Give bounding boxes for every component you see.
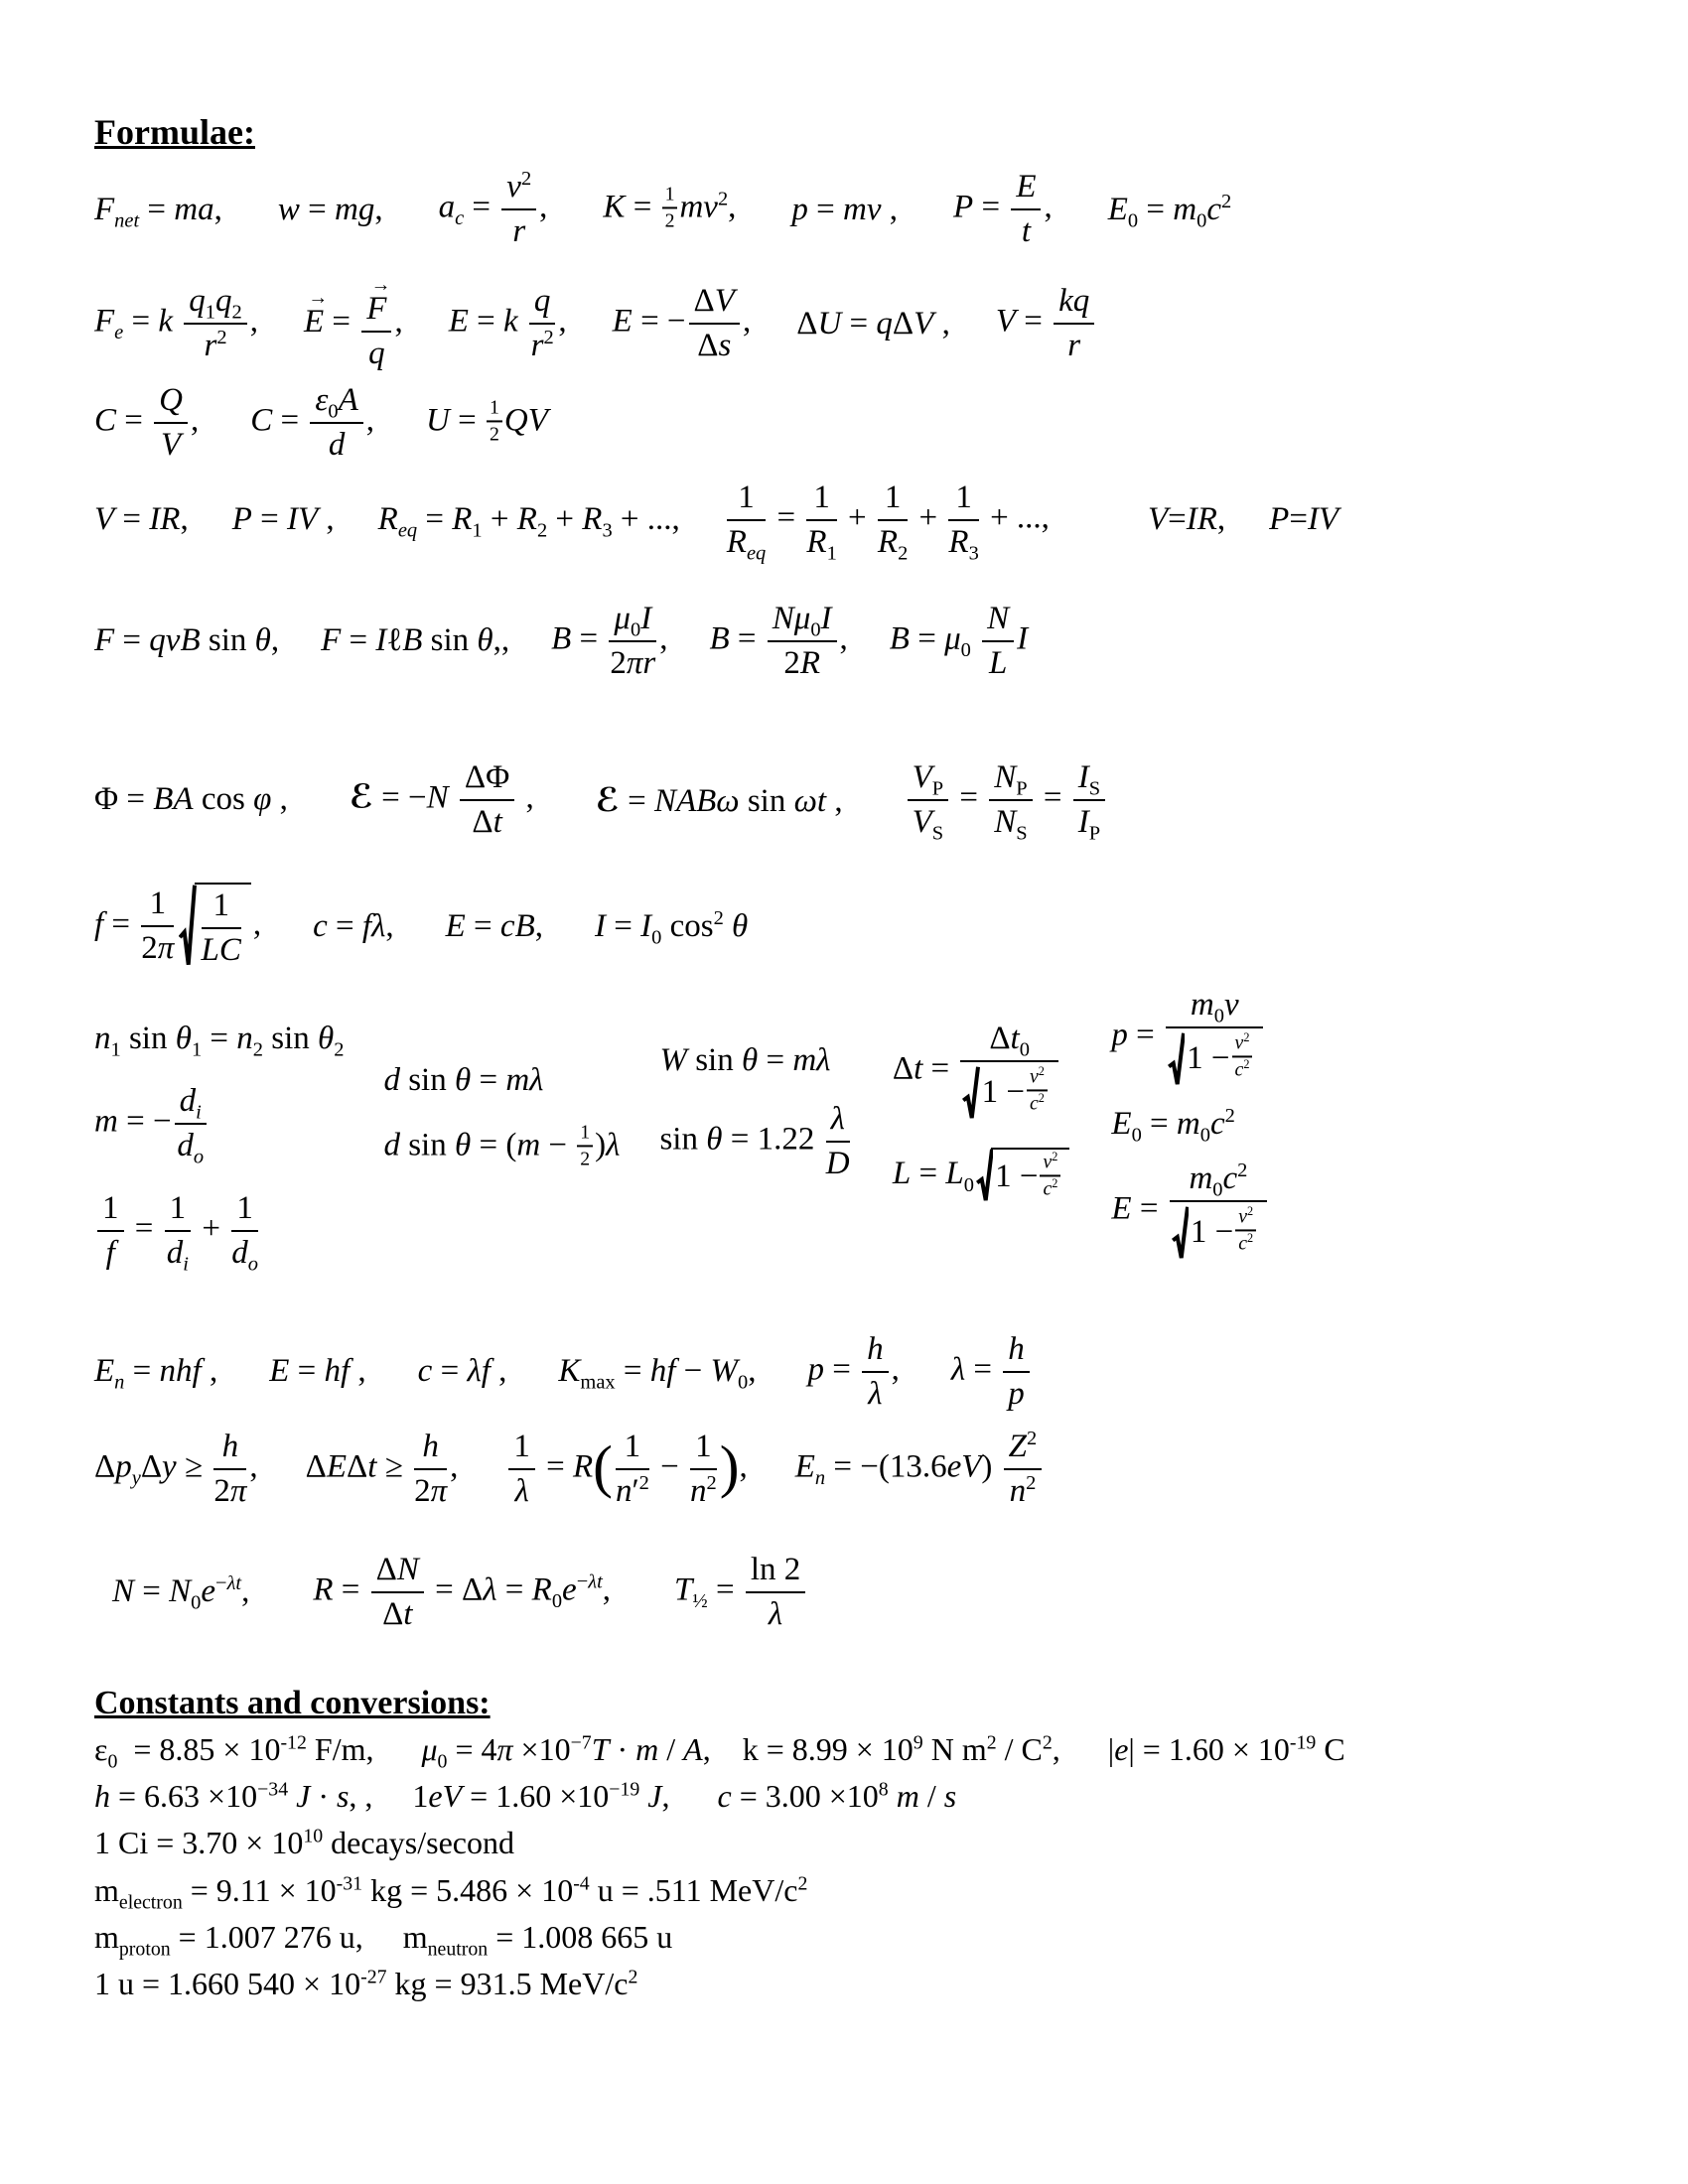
formula: $E_n = -(13.6eV)$ $\frac{Z^2}{n^2}$ (795, 1429, 1046, 1510)
formula: P = $\frac{E}{t}$ , (953, 169, 1053, 249)
optics-column-lenses (94, 1020, 345, 1276)
formula: ℰ = NABω sin ωt , (595, 779, 843, 819)
formula: ΔU = qΔV , (796, 305, 950, 341)
formula: E = hf , (269, 1353, 366, 1390)
formula: C = $\frac{Q}{V}$ , (94, 381, 200, 463)
formula: $a_c$ = $\frac{v^2}{r}$ , (438, 168, 548, 249)
relativity-column-time-length (893, 1021, 1072, 1204)
formula: m = − $\frac{d_i}{d_o}$ (94, 1083, 210, 1164)
formula: V = $\frac{kq}{r}$ (996, 283, 1097, 364)
formula: d sin θ = (m − $\frac{1}{2}$ )λ (383, 1120, 621, 1169)
optics-column-diffraction (383, 1062, 620, 1172)
formula: $E_n$ = nhf , (94, 1353, 218, 1394)
formula: $K_{max}$ = hf − $W_0$, (558, 1353, 757, 1394)
formula: U = $\frac{1}{2}$ QV (426, 395, 548, 445)
formula: 1 $R_{eq}$ = $\frac{1}{R_1}$ + $\frac{1}{R_2}$ + $\frac{1}{R_3}$ + ..., (726, 478, 1050, 565)
optics-column-resolution (659, 1042, 852, 1182)
constants-list (94, 1726, 1604, 2008)
formula: Φ = BA cos φ , (94, 781, 288, 818)
formula: $\varepsilon_0 = 8.85 \times 10^{-12}$ F/m, $\mu_0 = 4\pi \times 10^{-7}T \cdot m / A$, $k = 8.99 \times 10^9$ N $m^2 / C^2$, $|e| = 1.60 \times 10^{-19}$ C (94, 1730, 1345, 1772)
formula: K = $\frac{1}{2}$ $mv^2$, (603, 183, 737, 232)
formula: $E_0 = m_0c^2$ (1111, 1104, 1235, 1147)
formula: λ = $\frac{h}{p}$ (951, 1331, 1033, 1413)
formula: $I = I_0$ $\cos^2 \theta$ (594, 906, 749, 949)
formula: p = $\frac{h}{\lambda}$ , (807, 1330, 900, 1412)
constants-heading: Constants and conversions: (94, 1684, 491, 1721)
circuits-formula-row (94, 478, 1604, 565)
induction-formula-row (94, 758, 1604, 845)
formula: $F_e = k$ $\frac{q_1q_2}{r^2}$ , (94, 283, 258, 364)
formula: V=IR, (1147, 501, 1226, 538)
formula: C = $\frac{\varepsilon_0A}{d}$ , (250, 381, 375, 463)
formula: F = qvB sin θ, (94, 622, 280, 659)
formula: Δt = $\Delta t_0$ 1 − $v^2$ $c^2$ (893, 1021, 1061, 1122)
formula: $m_{proton} = 1.007$ 276 u, $m_{neutron} = 1.008$ 665 u (94, 1918, 673, 1961)
relativity-column-momentum-energy (1111, 987, 1270, 1262)
formula: p = mv , (791, 191, 899, 227)
formula: B = $\frac{\mu_0I}{2\pi r}$ , (551, 600, 668, 681)
formula: R = $\frac{\Delta N}{\Delta t}$ = $\Delta\lambda = R_0e^{-\lambda t}$, (313, 1551, 612, 1632)
formula: ΔEΔt ≥ $\frac{h}{2\pi}$ , (305, 1428, 459, 1509)
formula: E = k $\frac{q}{r^2}$ , (448, 283, 567, 364)
formula: $E_0 = m_0c^2$ (1107, 190, 1232, 232)
formula: $\Delta p_y\Delta y$ ≥ $\frac{h}{2\pi}$ , (94, 1428, 258, 1509)
mechanics-formula-row (94, 169, 1604, 250)
formula: F = IℓB sin θ,, (321, 622, 510, 659)
formula: w = mg, (277, 191, 383, 227)
formula: E = $m_0c^2$ 1 − $v^2$ $c^2$ (1111, 1160, 1270, 1262)
optics-relativity-block (94, 986, 1604, 1276)
formula: B = $\frac{N\mu_0I}{2R}$ , (709, 600, 848, 681)
decay-formula-row (94, 1552, 1604, 1633)
formulae-heading: Formulae: (94, 112, 255, 152)
magnetism-formula-row (94, 601, 1604, 682)
formula: $L = L_0$ 1 − $v^2$ $c^2$ (893, 1148, 1072, 1204)
quantum-formula-row (94, 1331, 1604, 1413)
formula: $n_1$ $\sin \theta_1 = n_2$ $\sin \theta_2$ (94, 1020, 345, 1061)
formula: p = $m_0v$ 1 − $v^2$ $c^2$ (1111, 987, 1266, 1088)
formula: 1 u = 1.660 $540 \times 10^{-27}$ kg = 931.5 MeV/$c^2$ (94, 1966, 638, 2002)
waves-formula-row (94, 883, 1604, 971)
formula: c = fλ, (313, 907, 394, 944)
formula: P=IV (1269, 501, 1339, 538)
uncertainty-formula-row (94, 1429, 1604, 1510)
formula: E = − $\frac{\Delta V}{\Delta s}$ , (612, 283, 752, 364)
formula: $\frac{1}{\lambda}$ = R( $\frac{1}{n'^2}$ − $\frac{1}{n^2}$ ), (505, 1429, 747, 1510)
formula: $T_{\frac{1}{2}}$ = $\frac{\ln 2}{\lambda}$ (674, 1552, 808, 1633)
formula: E = cB, (445, 907, 543, 944)
formula: $m_{electron} = 9.11 \times 10^{-31}$ kg = $5.486 \times 10^{-4}$ u = .511 MeV/$c^2$ (94, 1871, 808, 1913)
formula: 1 $Ci = 3.70 \times 10^{10}$ decays/second (94, 1825, 514, 1861)
formula: $B = \mu_0$ $\frac{N}{L}$ I (889, 600, 1029, 681)
formula: f = $\frac{1}{2\pi}$ 1 LC , (94, 883, 261, 971)
formula: $\frac{V_P}{V_S}$ = $\frac{N_P}{N_S}$ = $\frac{I_S}{I_P}$ (905, 759, 1109, 841)
formula: d sin θ = mλ (383, 1061, 544, 1098)
formula: $N = N_0e^{-\lambda t}$, (112, 1572, 250, 1614)
capacitance-formula-row (94, 382, 1604, 464)
formula: $\frac{1}{f}$ = $\frac{1}{d_i}$ + $\frac{1}{d_o}$ (94, 1190, 261, 1272)
formula: ℰ = −N $\frac{\Delta\Phi}{\Delta t}$ , (349, 758, 534, 840)
formula: $F_{net}$ = ma, (94, 191, 222, 232)
formula: $R_{eq} = R_1 + R_2 + R_3$ + ..., (377, 501, 680, 542)
formula: V = IR, (94, 501, 189, 538)
formula: E → = $\frac{F \to}{q}$ , (304, 276, 403, 372)
formula: $h = 6.63 \times 10^{-34}$ J · s, , $1eV = 1.60 \times 10^{-19}$ J, $c = 3.00 \times 10^8$ m / s (94, 1777, 957, 1814)
formula: c = λf , (417, 1353, 507, 1390)
electrostatics-formula-row (94, 276, 1604, 372)
formula: P = IV , (231, 501, 335, 538)
formula: W sin θ = mλ (659, 1041, 831, 1078)
formula: sin θ = 1.22 $\frac{\lambda}{D}$ (659, 1100, 850, 1181)
